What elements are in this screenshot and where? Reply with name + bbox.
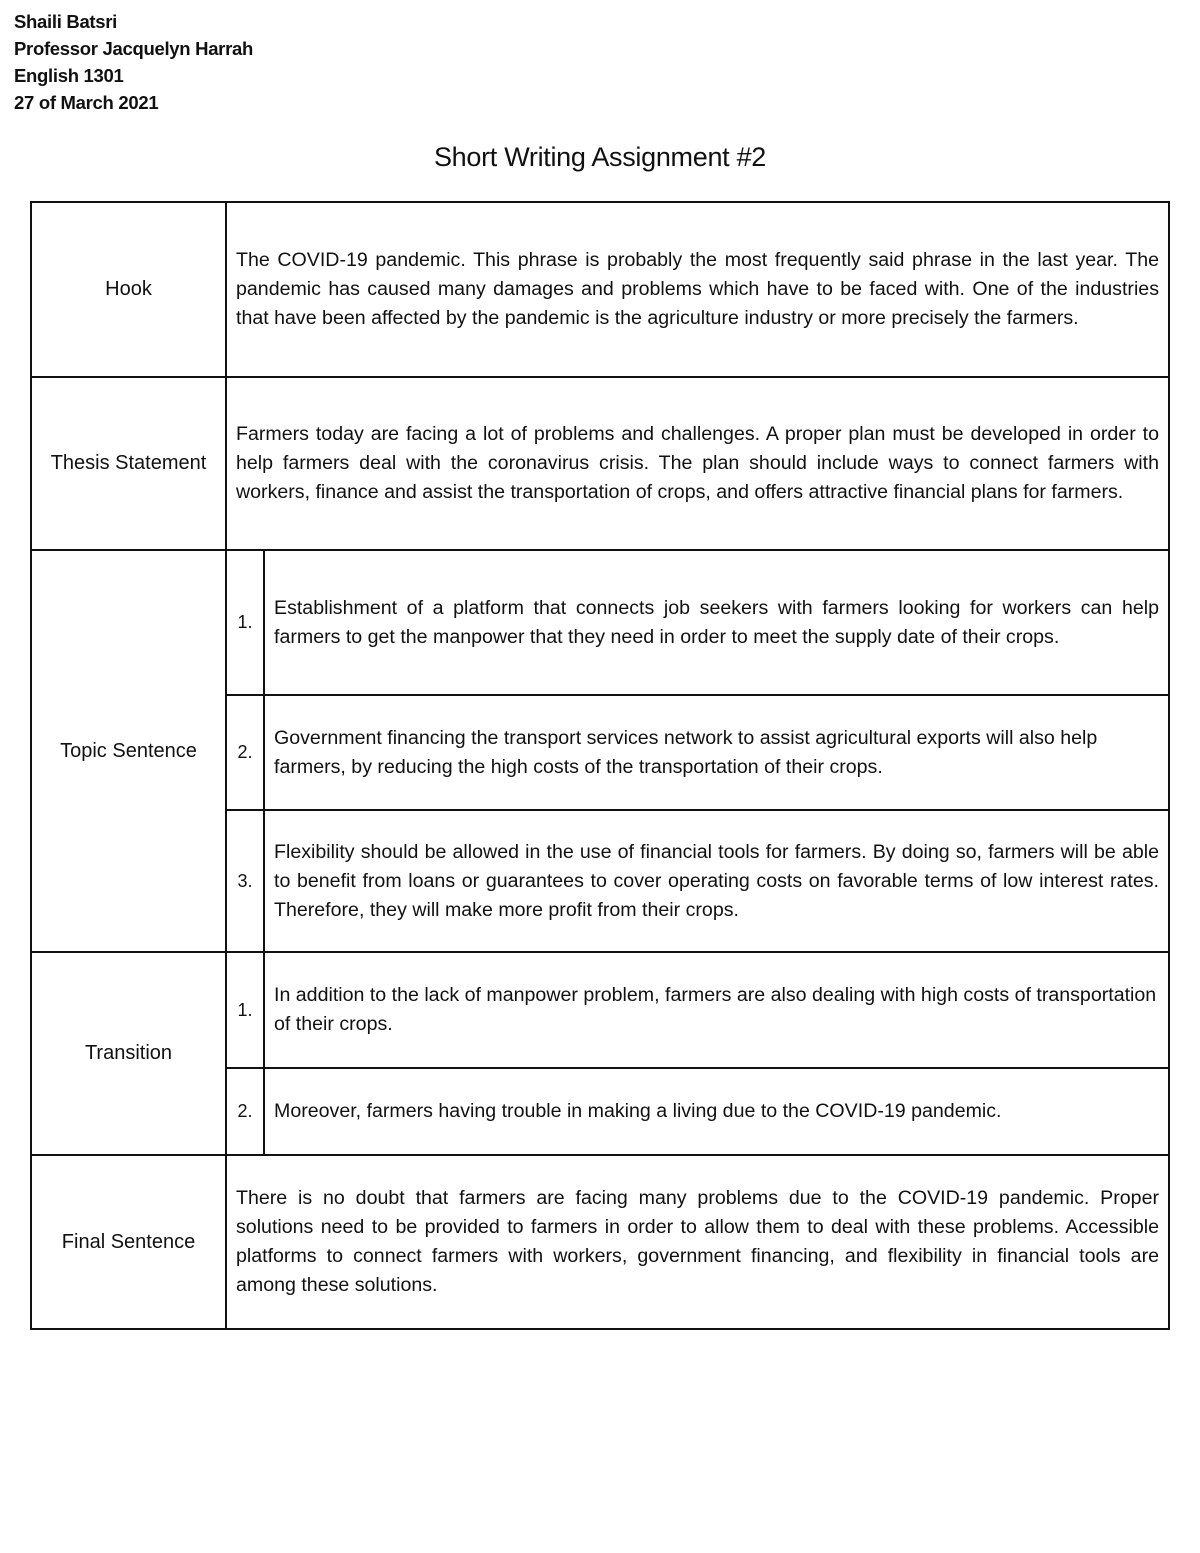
topic-number-1: 1.	[226, 550, 264, 695]
table-row-thesis	[31, 377, 1169, 550]
final-text: There is no doubt that farmers are facing many problems due to the COVID-19 pandemic. Proper solutions need to be provided to farmers in order to allow them to deal with these problems. Accessible platforms to connect farmers with workers, government financing, and flexibility in financial tools are among these solutions.	[226, 1155, 1169, 1329]
topic-text-1: Establishment of a platform that connects job seekers with farmers looking for workers can help farmers to get the manpower that they need in order to meet the supply date of their crops.	[264, 550, 1169, 695]
submission-date: 27 of March 2021	[14, 92, 159, 113]
table-row-transition-1	[31, 952, 1169, 1068]
topic-number-2: 2.	[226, 695, 264, 810]
topic-label: Topic Sentence	[31, 550, 226, 952]
page-title: Short Writing Assignment #2	[433, 142, 767, 172]
thesis-label: Thesis Statement	[31, 377, 226, 550]
topic-text-3: Flexibility should be allowed in the use of financial tools for farmers. By doing so, farmers will be able to benefit from loans or guarantees to cover operating costs on favorable terms of low interest rates. Therefore, they will make more profit from their crops.	[264, 810, 1169, 952]
student-header	[14, 8, 253, 116]
table-row-hook	[31, 202, 1169, 377]
hook-text: The COVID-19 pandemic. This phrase is probably the most frequently said phrase in the last year. The pandemic has caused many damages and problems which have to be faced with. One of the industries that have been affected by the pandemic is the agriculture industry or more precisely the farmers.	[226, 202, 1169, 377]
transition-text-1: In addition to the lack of manpower problem, farmers are also dealing with high costs of transportation of their crops.	[264, 952, 1169, 1068]
student-name: Shaili Batsri	[14, 11, 118, 32]
course-name: English 1301	[14, 65, 124, 86]
transition-text-2: Moreover, farmers having trouble in making a living due to the COVID-19 pandemic.	[264, 1068, 1169, 1155]
final-label: Final Sentence	[31, 1155, 226, 1329]
table-row-topic-1	[31, 550, 1169, 695]
thesis-text: Farmers today are facing a lot of problems and challenges. A proper plan must be developed in order to help farmers deal with the coronavirus crisis. The plan should include ways to connect farmers with workers, finance and assist the transportation of crops, and offers attractive financial plans for farmers.	[226, 377, 1169, 550]
table-row-final	[31, 1155, 1169, 1329]
topic-number-3: 3.	[226, 810, 264, 952]
transition-number-1: 1.	[226, 952, 264, 1068]
topic-text-2: Government financing the transport services network to assist agricultural exports will also help farmers, by reducing the high costs of the transportation of their crops.	[264, 695, 1169, 810]
essay-outline-table	[30, 201, 1170, 1330]
professor-name: Professor Jacquelyn Harrah	[14, 38, 253, 59]
transition-label: Transition	[31, 952, 226, 1155]
transition-number-2: 2.	[226, 1068, 264, 1155]
hook-label: Hook	[31, 202, 226, 377]
